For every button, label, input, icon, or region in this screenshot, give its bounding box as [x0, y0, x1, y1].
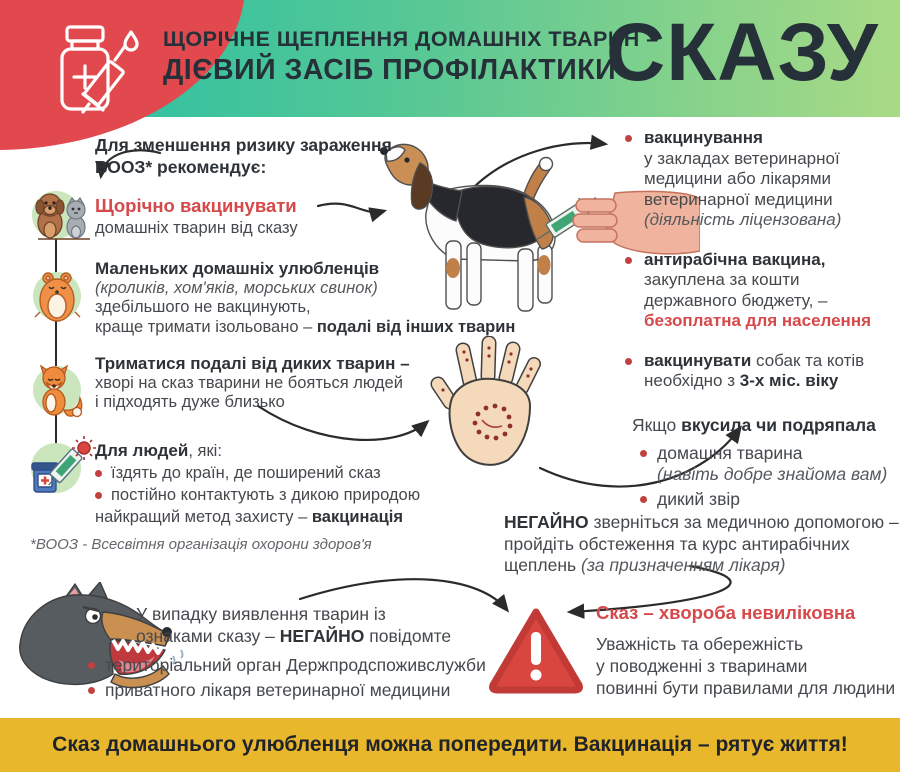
rc-bullet1: вакцинування у закладах ветеринарної медицини або лікарями ветеринарної медицини (діяльність ліцензована): [625, 128, 871, 231]
item2-line4: краще тримати ізольовано – подалі від інших тварин: [95, 317, 516, 336]
report-bullet2: приватного лікаря ветеринарної медицини: [88, 678, 486, 703]
item1-title: Щорічно вакцинувати: [95, 195, 297, 216]
hand-with-bite-wound-illustration: [430, 336, 562, 474]
item3-line2: хворі на сказ тварини не бояться людей: [95, 373, 403, 392]
report-bullet1: територіальний орган Держпродспоживслужби: [88, 653, 486, 678]
warning-line3: повинні бути правилами для людини: [596, 678, 896, 698]
item1-line2: домашніх тварин від сказу: [95, 219, 298, 237]
intro-line2: ВООЗ* рекомендує:: [95, 157, 267, 177]
vaccine-kit-icon: [22, 434, 98, 498]
item3-title: Триматися подалі від диких тварин –: [95, 354, 410, 373]
intro-line1: Для зменшення ризику зараження: [95, 135, 392, 155]
item4-line: найкращий метод захисту – вакцинація: [95, 508, 403, 526]
warning-triangle-icon: [487, 606, 585, 694]
item3-line3: і підходять дуже близько: [95, 393, 285, 411]
item2-italic: (кроликів, хом'яків, морських свинок): [95, 278, 378, 297]
header-title-line1: ЩОРІЧНЕ ЩЕПЛЕННЯ ДОМАШНІХ ТВАРИН –: [163, 27, 659, 51]
rc-bullet2: антирабічна вакцина, закуплена за кошти державного бюджету, – безоплатна для населення: [625, 250, 871, 332]
report-line2: ознаками сказу – НЕГАЙНО повідомте: [136, 626, 452, 646]
item2-line3: здебільшого не вакцинують,: [95, 298, 311, 316]
urgent-line3: щеплень (за призначенням лікаря): [504, 555, 786, 575]
warning-line1: Уважність та обережність: [596, 634, 804, 654]
urgent-line2: пройдіть обстеження та курс антирабічних: [504, 533, 850, 554]
urgent-line1: НЕГАЙНО зверніться за медичною допомогою –: [504, 512, 899, 532]
item4-bullet2: постійно контактують з дикою природою: [95, 484, 420, 506]
footnote: *ВООЗ - Всесвітня організація охорони здоров'я: [30, 536, 372, 553]
warning-line2: у поводженні з тваринами: [596, 656, 808, 676]
footer-text: Сказ домашнього улюбленця можна попередити. Вакцинація – рятує життя!: [52, 733, 848, 756]
header-title-line2: ДІЄВИЙ ЗАСІБ ПРОФІЛАКТИКИ: [163, 54, 617, 86]
item4-title: Для людей, які:: [95, 441, 222, 460]
item2-title: Маленьких домашніх улюбленців: [95, 259, 380, 278]
hamster-icon: [28, 268, 88, 326]
footer-banner: [0, 718, 900, 772]
bite-heading: Якщо вкусила чи подряпала: [632, 415, 876, 435]
bite-bullet2: дикий звір: [640, 489, 887, 510]
bite-bullet1: домашня тварина (навіть добре знайома вам): [640, 443, 887, 485]
header-title-big: СКАЗУ: [606, 7, 879, 98]
item4-bullet1: їздять до країн, де поширений сказ: [95, 462, 420, 484]
warning-title: Сказ – хвороба невиліковна: [596, 602, 856, 623]
rc-bullet3: вакцинувати собак та котів необхідно з 3-х міс. віку: [625, 351, 871, 392]
vaccine-vial-and-syringe-icon: [45, 18, 157, 130]
fox-icon: [24, 362, 90, 418]
report-line1: У випадку виявлення тварин із: [136, 604, 386, 624]
